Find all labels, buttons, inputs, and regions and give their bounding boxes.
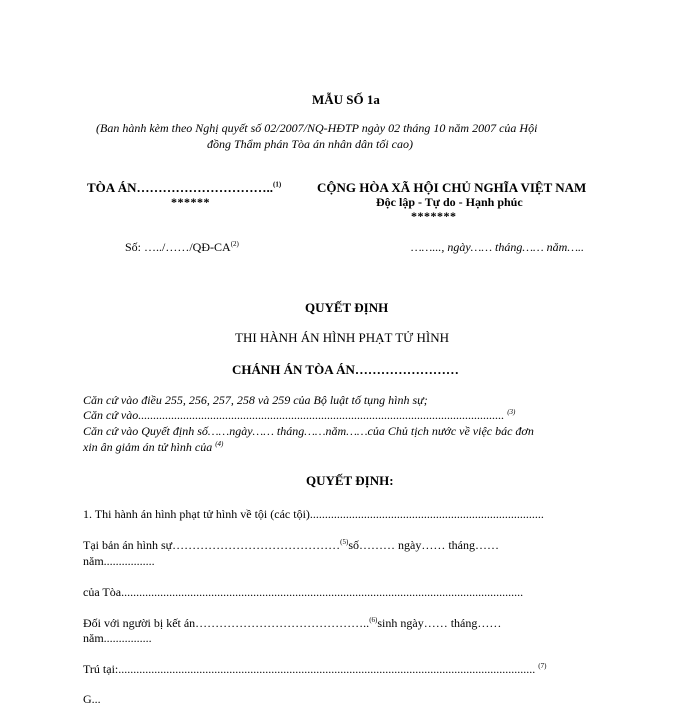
basis-line-2-text: Căn cứ vào.......................................................................................................................... [83,408,505,422]
country-name: CỘNG HÒA XÃ HỘI CHỦ NGHĨA VIỆT NAM [317,180,587,195]
basis-line-3: Căn cứ vào Quyết định số……ngày…… tháng……năm……của Chủ tịch nước về việc bác đơn [83,424,534,438]
subtitle-line-2: đồng Thẩm phán Tòa án nhân dân tối cao) [207,137,414,151]
basis-line-2 [83,408,515,423]
right-stars: ******* [411,209,457,223]
date-line: ……..., ngày…… tháng…… năm….. [411,240,585,254]
bottom-partial-line: G... [83,692,101,706]
basis-line-4 [83,440,223,455]
decision-subject: THI HÀNH ÁN HÌNH PHẠT TỬ HÌNH [235,330,449,345]
basis-line-4-text: xin ân giảm án tử hình của [83,440,213,454]
judgment-note: (5) [340,538,349,546]
issuer-title: CHÁNH ÁN TÒA ÁN…………………… [232,362,459,377]
convict-year: năm................ [83,631,152,645]
form-title: MẪU SỐ 1a [312,92,380,107]
decision-number-note: (2) [230,240,239,248]
basis-line-2-note: (3) [507,408,516,416]
judgment-text-b: số……… ngày…… tháng…… [348,538,499,552]
national-motto: Độc lập - Tự do - Hạnh phúc [376,195,523,209]
decides-heading: QUYẾT ĐỊNH: [306,473,394,488]
court-name [87,180,281,196]
convict-line [83,616,501,631]
court-of-line: của Tòa...................................................................................................................................... [83,585,524,599]
court-note: (1) [272,180,282,189]
convict-note: (6) [369,616,378,624]
decision-number-text: Số: …../……/QĐ-CA [125,240,231,254]
basis-line-1: Căn cứ vào điều 255, 256, 257, 258 và 259 của Bộ luật tố tụng hình sự; [83,393,428,407]
decision-title: QUYẾT ĐỊNH [305,300,389,315]
court-name-text: TÒA ÁN………………………….. [87,180,273,195]
residence-line [83,662,546,677]
convict-text-b: sinh ngày…… tháng…… [377,616,502,630]
residence-note: (7) [538,662,547,670]
left-stars: ****** [171,195,210,209]
convict-text-a: Đối với người bị kết án…………………………………….. [83,616,370,630]
item-1-line: 1. Thi hành án hình phạt tử hình về tội (các tội).............................................................................. [83,507,544,521]
residence-text: Trú tại:........................................................................................................................................... [83,662,536,676]
judgment-text-a: Tại bản án hình sự…………………………………… [83,538,341,552]
judgment-line [83,538,499,553]
decision-number [125,240,239,255]
basis-line-4-note: (4) [215,440,224,448]
subtitle-line-1: (Ban hành kèm theo Nghị quyết số 02/2007/NQ-HĐTP ngày 02 tháng 10 năm 2007 của Hội [96,121,538,135]
judgment-year: năm................. [83,554,155,568]
